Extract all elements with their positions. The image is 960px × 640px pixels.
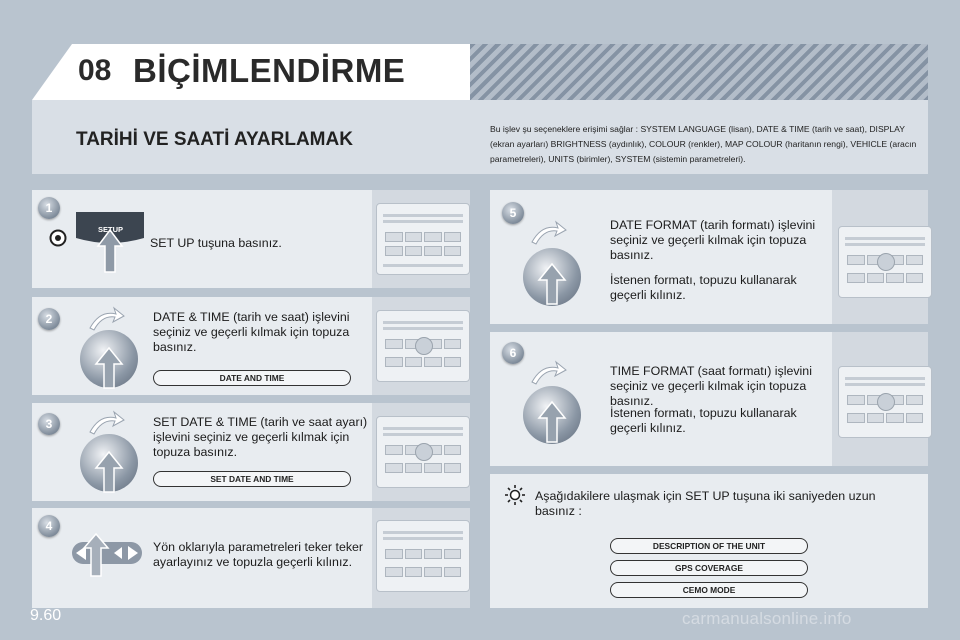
step-6-text: TIME FORMAT (saat formatı) işlevini seçiniz ve geçerli kılmak için topuza basınız. (610, 364, 812, 408)
step-6-text-2: İstenen formatı, topuzu kullanarak geçerli kılınız. (610, 406, 797, 435)
chapter-title: BİÇİMLENDİRME (133, 52, 406, 89)
setup-button-label: SETUP (98, 225, 124, 234)
menu-option-date-and-time: DATE AND TIME (153, 370, 351, 386)
header-stripes (470, 44, 928, 100)
chapter-number: 08 (78, 54, 112, 87)
rotate-arrow-icon (528, 220, 568, 246)
radio-unit (838, 366, 932, 438)
step-badge: 6 (502, 342, 524, 364)
push-arrow-icon (92, 346, 126, 390)
radio-unit (376, 203, 470, 275)
step-4-text: Yön oklarıyla parametreleri teker teker ayarlayınız ve topuzla geçerli kılınız. (153, 540, 364, 569)
step-2-text: DATE & TIME (tarih ve saat) işlevini seçiniz ve geçerli kılmak için topuza basınız. (153, 310, 350, 354)
push-arrow-icon (92, 450, 126, 494)
radio-unit (376, 520, 470, 592)
direction-arrows-icon (68, 530, 146, 580)
step-3-text: SET DATE & TIME (tarih ve saat ayarı) işlevini seçiniz ve geçerli kılmak için topuza basınız. (153, 415, 368, 459)
watermark: carmanualsonline.info (682, 609, 852, 628)
radio-unit (376, 416, 470, 488)
press-icon (48, 228, 68, 248)
radio-unit (376, 310, 470, 382)
tip-sun-icon (504, 484, 526, 506)
menu-option-set-date-and-time: SET DATE AND TIME (153, 471, 351, 487)
section-title: TARİHİ VE SAATİ AYARLAMAK (76, 129, 353, 150)
step-badge: 5 (502, 202, 524, 224)
push-arrow-icon (535, 400, 569, 444)
menu-option-cemo-mode: CEMO MODE (610, 582, 808, 598)
setup-button-icon (70, 206, 150, 276)
menu-option-description-of-the-unit: DESCRIPTION OF THE UNIT (610, 538, 808, 554)
step-badge: 3 (38, 413, 60, 435)
rotate-arrow-icon (86, 410, 126, 436)
step-5-text: DATE FORMAT (tarih formatı) işlevini seçiniz ve geçerli kılmak için topuza basınız. (610, 218, 816, 262)
step-badge: 1 (38, 197, 60, 219)
header-corner (32, 44, 72, 100)
step-badge: 2 (38, 308, 60, 330)
step-5-text-2: İstenen formatı, topuzu kullanarak geçerli kılınız. (610, 273, 797, 302)
rotate-arrow-icon (86, 306, 126, 332)
push-arrow-icon (535, 262, 569, 306)
rotate-arrow-icon (528, 360, 568, 386)
page-number: 9.60 (30, 607, 62, 624)
step-badge: 4 (38, 515, 60, 537)
tip-text: Aşağıdakilere ulaşmak için SET UP tuşuna iki saniyeden uzun basınız : (535, 489, 876, 518)
menu-option-gps-coverage: GPS COVERAGE (610, 560, 808, 576)
radio-unit (838, 226, 932, 298)
section-intro: Bu işlev şu seçeneklere erişimi sağlar : SYSTEM LANGUAGE (lisan), DATE & TIME (tarih ve saat), DISPLAY (ekran ayarları) BRIGHTNESS (aydınlık), COLOUR (renkler), MAP COLOUR (haritanın rengi), VEHICLE (aracın parametreleri), UNITS (birimler), SYSTEM (sistemin parametreleri). (490, 124, 917, 164)
step-1-text: SET UP tuşuna basınız. (150, 236, 282, 250)
